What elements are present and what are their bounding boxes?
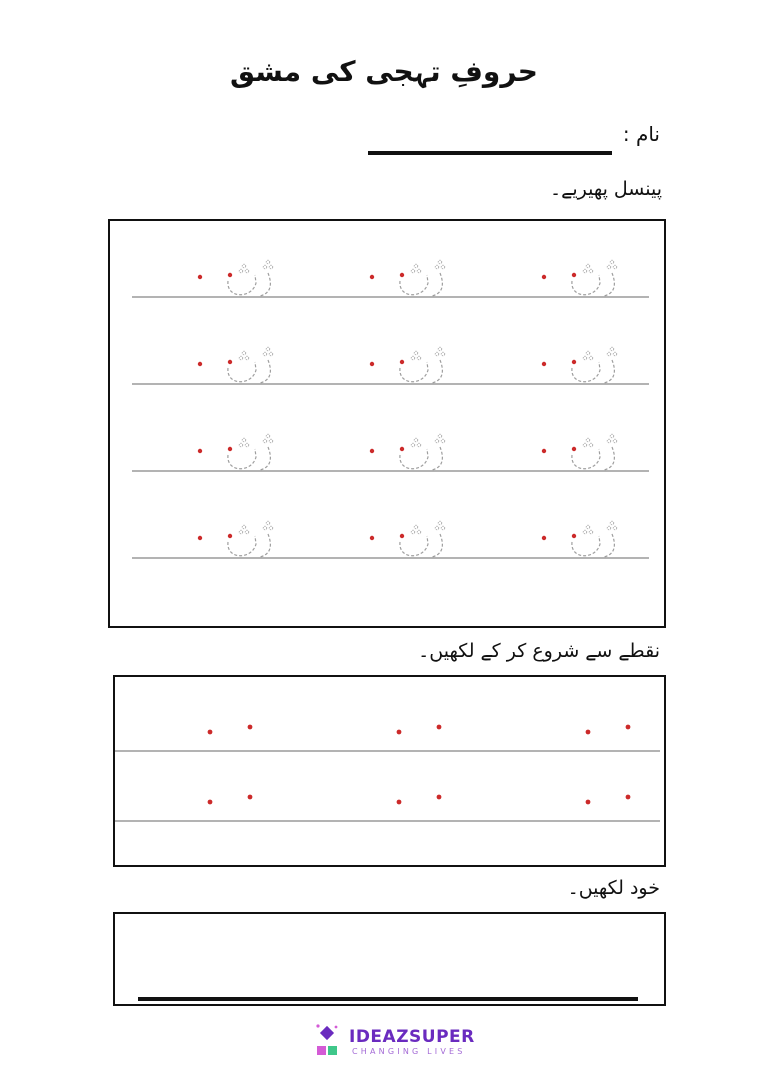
start-dot — [400, 273, 404, 277]
trace-letter-group — [198, 521, 273, 557]
start-dot — [572, 360, 576, 364]
dot-start-instruction: نقطے سے شروع کر کے لکھیں۔ — [418, 640, 660, 662]
trace-letter-group — [198, 347, 273, 383]
start-dot — [198, 449, 202, 453]
start-dot — [370, 362, 374, 366]
trace-letter-group — [370, 260, 445, 296]
brand-tagline: CHANGING LIVES — [352, 1047, 466, 1056]
start-dot — [397, 800, 402, 805]
start-dot — [198, 275, 202, 279]
start-dot — [228, 447, 232, 451]
trace-letter-group — [370, 521, 445, 557]
dot-practice-box[interactable] — [113, 675, 666, 867]
brand-name: IDEAZSUPER — [349, 1027, 475, 1047]
start-dot — [586, 730, 591, 735]
start-dot — [437, 725, 442, 730]
start-dot — [228, 360, 232, 364]
start-dot — [400, 534, 404, 538]
start-dot — [586, 800, 591, 805]
start-dot — [542, 362, 546, 366]
trace-letter-group — [542, 521, 617, 557]
free-write-box[interactable] — [113, 912, 666, 1006]
start-dot — [208, 800, 213, 805]
start-dot — [542, 449, 546, 453]
trace-letter-group — [370, 434, 445, 470]
trace-instruction: پینسل پھیریے۔ — [550, 178, 662, 200]
trace-letter-group — [542, 347, 617, 383]
start-dot — [248, 795, 253, 800]
trace-letter-group — [198, 434, 273, 470]
start-dot — [370, 275, 374, 279]
brand-icon — [316, 1024, 350, 1064]
start-dot — [626, 725, 631, 730]
start-dot — [437, 795, 442, 800]
start-dot — [370, 449, 374, 453]
start-dot — [208, 730, 213, 735]
start-dot — [400, 360, 404, 364]
start-dot — [228, 534, 232, 538]
free-write-instruction: خود لکھیں۔ — [567, 877, 660, 899]
start-dot — [572, 273, 576, 277]
start-dot — [400, 447, 404, 451]
trace-letter-group — [542, 260, 617, 296]
start-dot — [542, 275, 546, 279]
name-label: نام : — [622, 122, 660, 146]
free-write-line — [138, 997, 638, 1001]
start-dot — [572, 534, 576, 538]
start-dot — [370, 536, 374, 540]
start-dot — [198, 536, 202, 540]
start-dot — [228, 273, 232, 277]
trace-practice-box[interactable] — [108, 219, 666, 628]
trace-letter-group — [542, 434, 617, 470]
start-dot — [397, 730, 402, 735]
start-dot — [626, 795, 631, 800]
start-dot — [248, 725, 253, 730]
start-dot — [572, 447, 576, 451]
name-field-line[interactable] — [368, 151, 612, 155]
worksheet-title: حروفِ تہجی کی مشق — [230, 55, 538, 88]
trace-letter-group — [198, 260, 273, 296]
start-dot — [542, 536, 546, 540]
start-dot — [198, 362, 202, 366]
trace-guide-rows — [110, 221, 664, 626]
dot-guide-rows — [115, 677, 664, 865]
trace-letter-group — [370, 347, 445, 383]
